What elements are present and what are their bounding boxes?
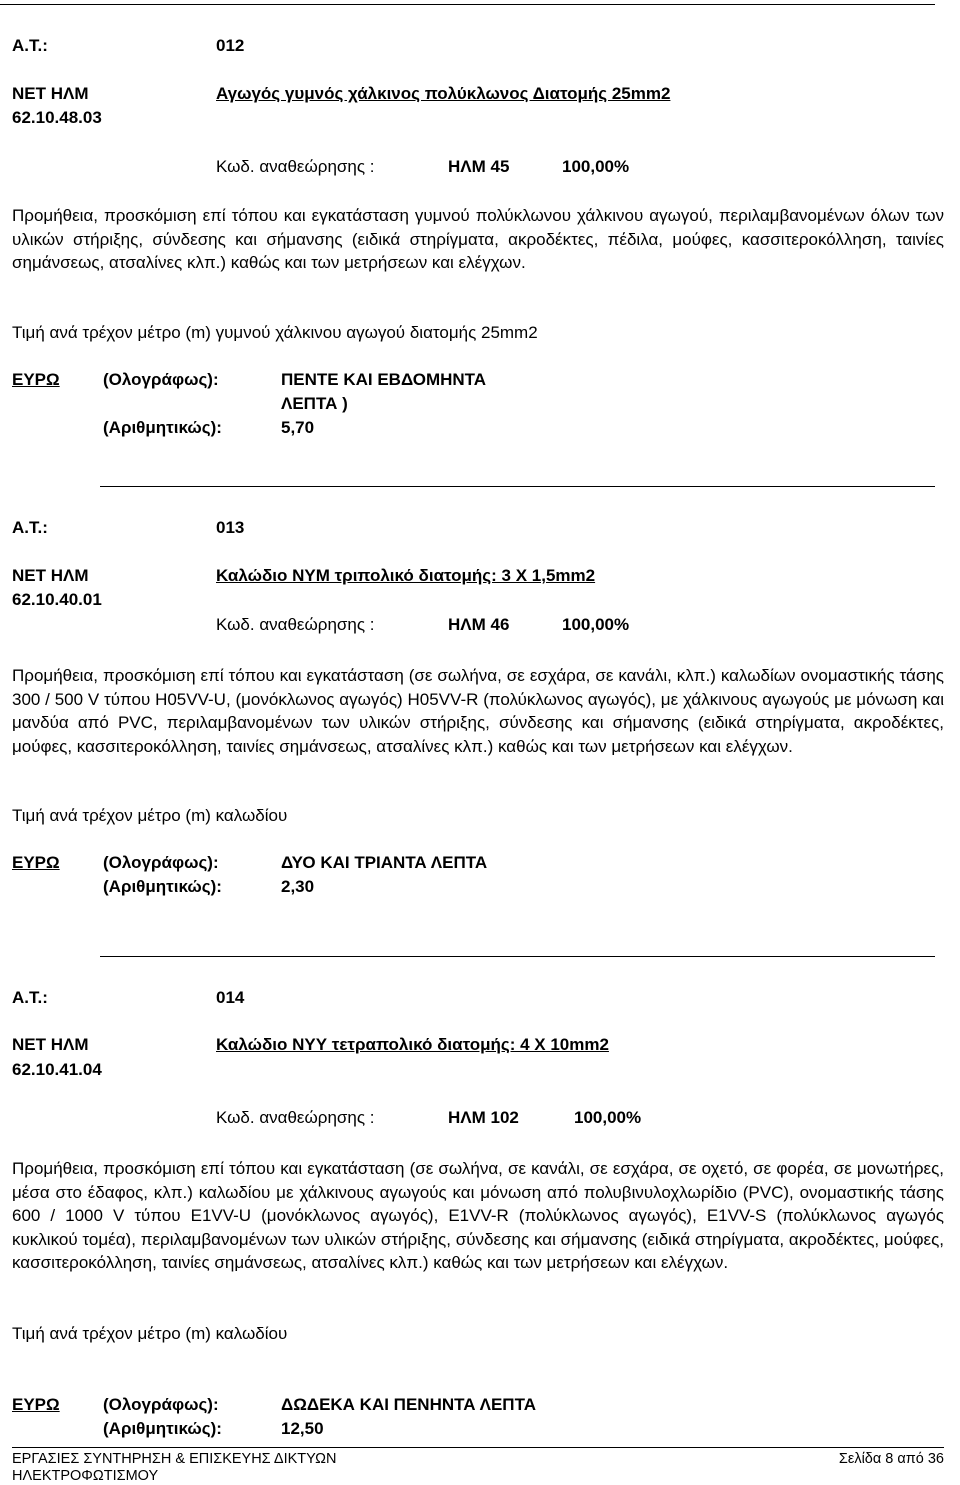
revision-code: ΗΛΜ 46 [448, 615, 510, 634]
words-value-line2: ΛΕΠΤΑ ) [281, 394, 348, 413]
words-value-line1: ΔΩΔΕΚΑ ΚΑΙ ΠΕΝΗΝΤΑ ΛΕΠΤΑ [281, 1395, 536, 1414]
price-unit: Τιμή ανά τρέχον μέτρο (m) καλωδίου [12, 806, 288, 825]
separator-rule [100, 956, 935, 957]
currency-label: ΕΥΡΩ [12, 853, 60, 872]
footer-left-line1: ΕΡΓΑΣΙΕΣ ΣΥΝΤΗΡΗΣΗ & ΕΠΙΣΚΕΥΗΣ ΔΙΚΤΥΩΝ [12, 1451, 337, 1467]
at-number: 014 [216, 988, 245, 1007]
footer-left-line2: ΗΛΕΚΤΡΟΦΩΤΙΣΜΟΥ [12, 1468, 159, 1484]
currency-label: ΕΥΡΩ [12, 370, 60, 389]
words-label: (Ολογράφως): [103, 853, 219, 872]
footer-page-number: Σελίδα 8 από 36 [838, 1451, 944, 1467]
revision-label: Κωδ. αναθεώρησης : [216, 615, 375, 634]
revision-percent: 100,00% [562, 615, 630, 634]
net-code: 62.10.41.04 [12, 1060, 102, 1079]
at-label: Α.Τ.: [12, 36, 48, 55]
item-title: Αγωγός γυμνός χάλκινος πολύκλωνος Διατομής 25mm2 [216, 84, 671, 103]
numeric-label: (Αριθμητικώς): [103, 877, 222, 896]
net-label: ΝΕΤ ΗΛΜ [12, 1035, 89, 1054]
net-code: 62.10.48.03 [12, 108, 102, 127]
numeric-value: 2,30 [281, 877, 315, 896]
revision-percent: 100,00% [574, 1108, 642, 1127]
words-label: (Ολογράφως): [103, 1395, 219, 1414]
numeric-label: (Αριθμητικώς): [103, 1419, 222, 1438]
top-rule [0, 4, 935, 5]
item-description: Προμήθεια, προσκόμιση επί τόπου και εγκατάσταση (σε σωλήνα, σε κανάλι, σε εσχάρα, σε οχετό, σε φορέα, σε μονωτήρες, μέσα στο έδαφος, κλπ.) καλωδίου με χάλκινους αγωγούς και μόνωση από πολυβινυλοχλωρίδιο (PVC), ονομαστικής τάσης 600 / 1000 V τύπου E1VV-U (μονόκλωνος αγωγός), E1VV-R (πολύκλωνος αγωγός), E1VV-S (πολύκλωνος αγωγός κυκλικού τομέα), περιλαμβανομένων των υλικών στήριξης, σύνδεσης και σήμανσης (ειδικά στηρίγματα, ακροδέκτες, μούφες, κασσιτεροκόλληση, ταινίες σημάνσεως, ατσαλίνες κλπ.) καθώς και των μετρήσεων και ελέγχων. [12, 1159, 944, 1272]
net-code: 62.10.40.01 [12, 590, 102, 609]
item-title: Καλώδιο ΝΥΥ τετραπολικό διατομής: 4 Χ 10mm2 [216, 1035, 609, 1054]
at-number: 012 [216, 36, 245, 55]
item-description: Προμήθεια, προσκόμιση επί τόπου και εγκατάσταση (σε σωλήνα, σε εσχάρα, σε κανάλι, κλπ.) καλωδίων ονομαστικής τάσης 300 / 500 V τύπου H05VV-U, (μονόκλωνος αγωγός) H05VV-R (πολύκλωνος αγωγός), με χάλκινους αγωγούς με μόνωση και μανδύα από PVC, περιλαμβανομένων των υλικών στήριξης, σύνδεσης και σήμανσης (ειδικά στηρίγματα, ακροδέκτες, μούφες, κασσιτεροκόλληση, ταινίες σημάνσεως, ατσαλίνες κλπ.) καθώς και των μετρήσεων και ελέγχων. [12, 666, 944, 756]
price-unit: Τιμή ανά τρέχον μέτρο (m) καλωδίου [12, 1324, 288, 1343]
revision-percent: 100,00% [562, 157, 630, 176]
revision-code: ΗΛΜ 45 [448, 157, 510, 176]
revision-label: Κωδ. αναθεώρησης : [216, 1108, 375, 1127]
net-label: ΝΕΤ ΗΛΜ [12, 566, 89, 585]
words-value-line1: ΠΕΝΤΕ ΚΑΙ ΕΒΔΟΜΗΝΤΑ [281, 370, 487, 389]
price-unit: Τιμή ανά τρέχον μέτρο (m) γυμνού χάλκινου αγωγού διατομής 25mm2 [12, 323, 538, 342]
separator-rule [100, 486, 935, 487]
revision-code: ΗΛΜ 102 [448, 1108, 519, 1127]
numeric-label: (Αριθμητικώς): [103, 418, 222, 437]
at-label: Α.Τ.: [12, 518, 48, 537]
words-label: (Ολογράφως): [103, 370, 219, 389]
words-value-line1: ΔΥΟ ΚΑΙ ΤΡΙΑΝΤΑ ΛΕΠΤΑ [281, 853, 488, 872]
currency-label: ΕΥΡΩ [12, 1395, 60, 1414]
numeric-value: 12,50 [281, 1419, 324, 1438]
numeric-value: 5,70 [281, 418, 315, 437]
item-title: Καλώδιο ΝΥΜ τριπολικό διατομής: 3 Χ 1,5mm2 [216, 566, 596, 585]
item-description: Προμήθεια, προσκόμιση επί τόπου και εγκατάσταση γυμνού πολύκλωνου χάλκινου αγωγού, περιλαμβανομένων όλων των υλικών στήριξης, σύνδεσης και σήμανσης (ειδικά στηρίγματα, ακροδέκτες, πέδιλα, μούφες, κασσιτεροκόλληση, ταινίες σημάνσεως, ατσαλίνες κλπ.) καθώς και των μετρήσεων και ελέγχων. [12, 206, 944, 272]
revision-label: Κωδ. αναθεώρησης : [216, 157, 375, 176]
at-label: Α.Τ.: [12, 988, 48, 1007]
at-number: 013 [216, 518, 245, 537]
footer-rule [12, 1447, 944, 1448]
net-label: ΝΕΤ ΗΛΜ [12, 84, 89, 103]
